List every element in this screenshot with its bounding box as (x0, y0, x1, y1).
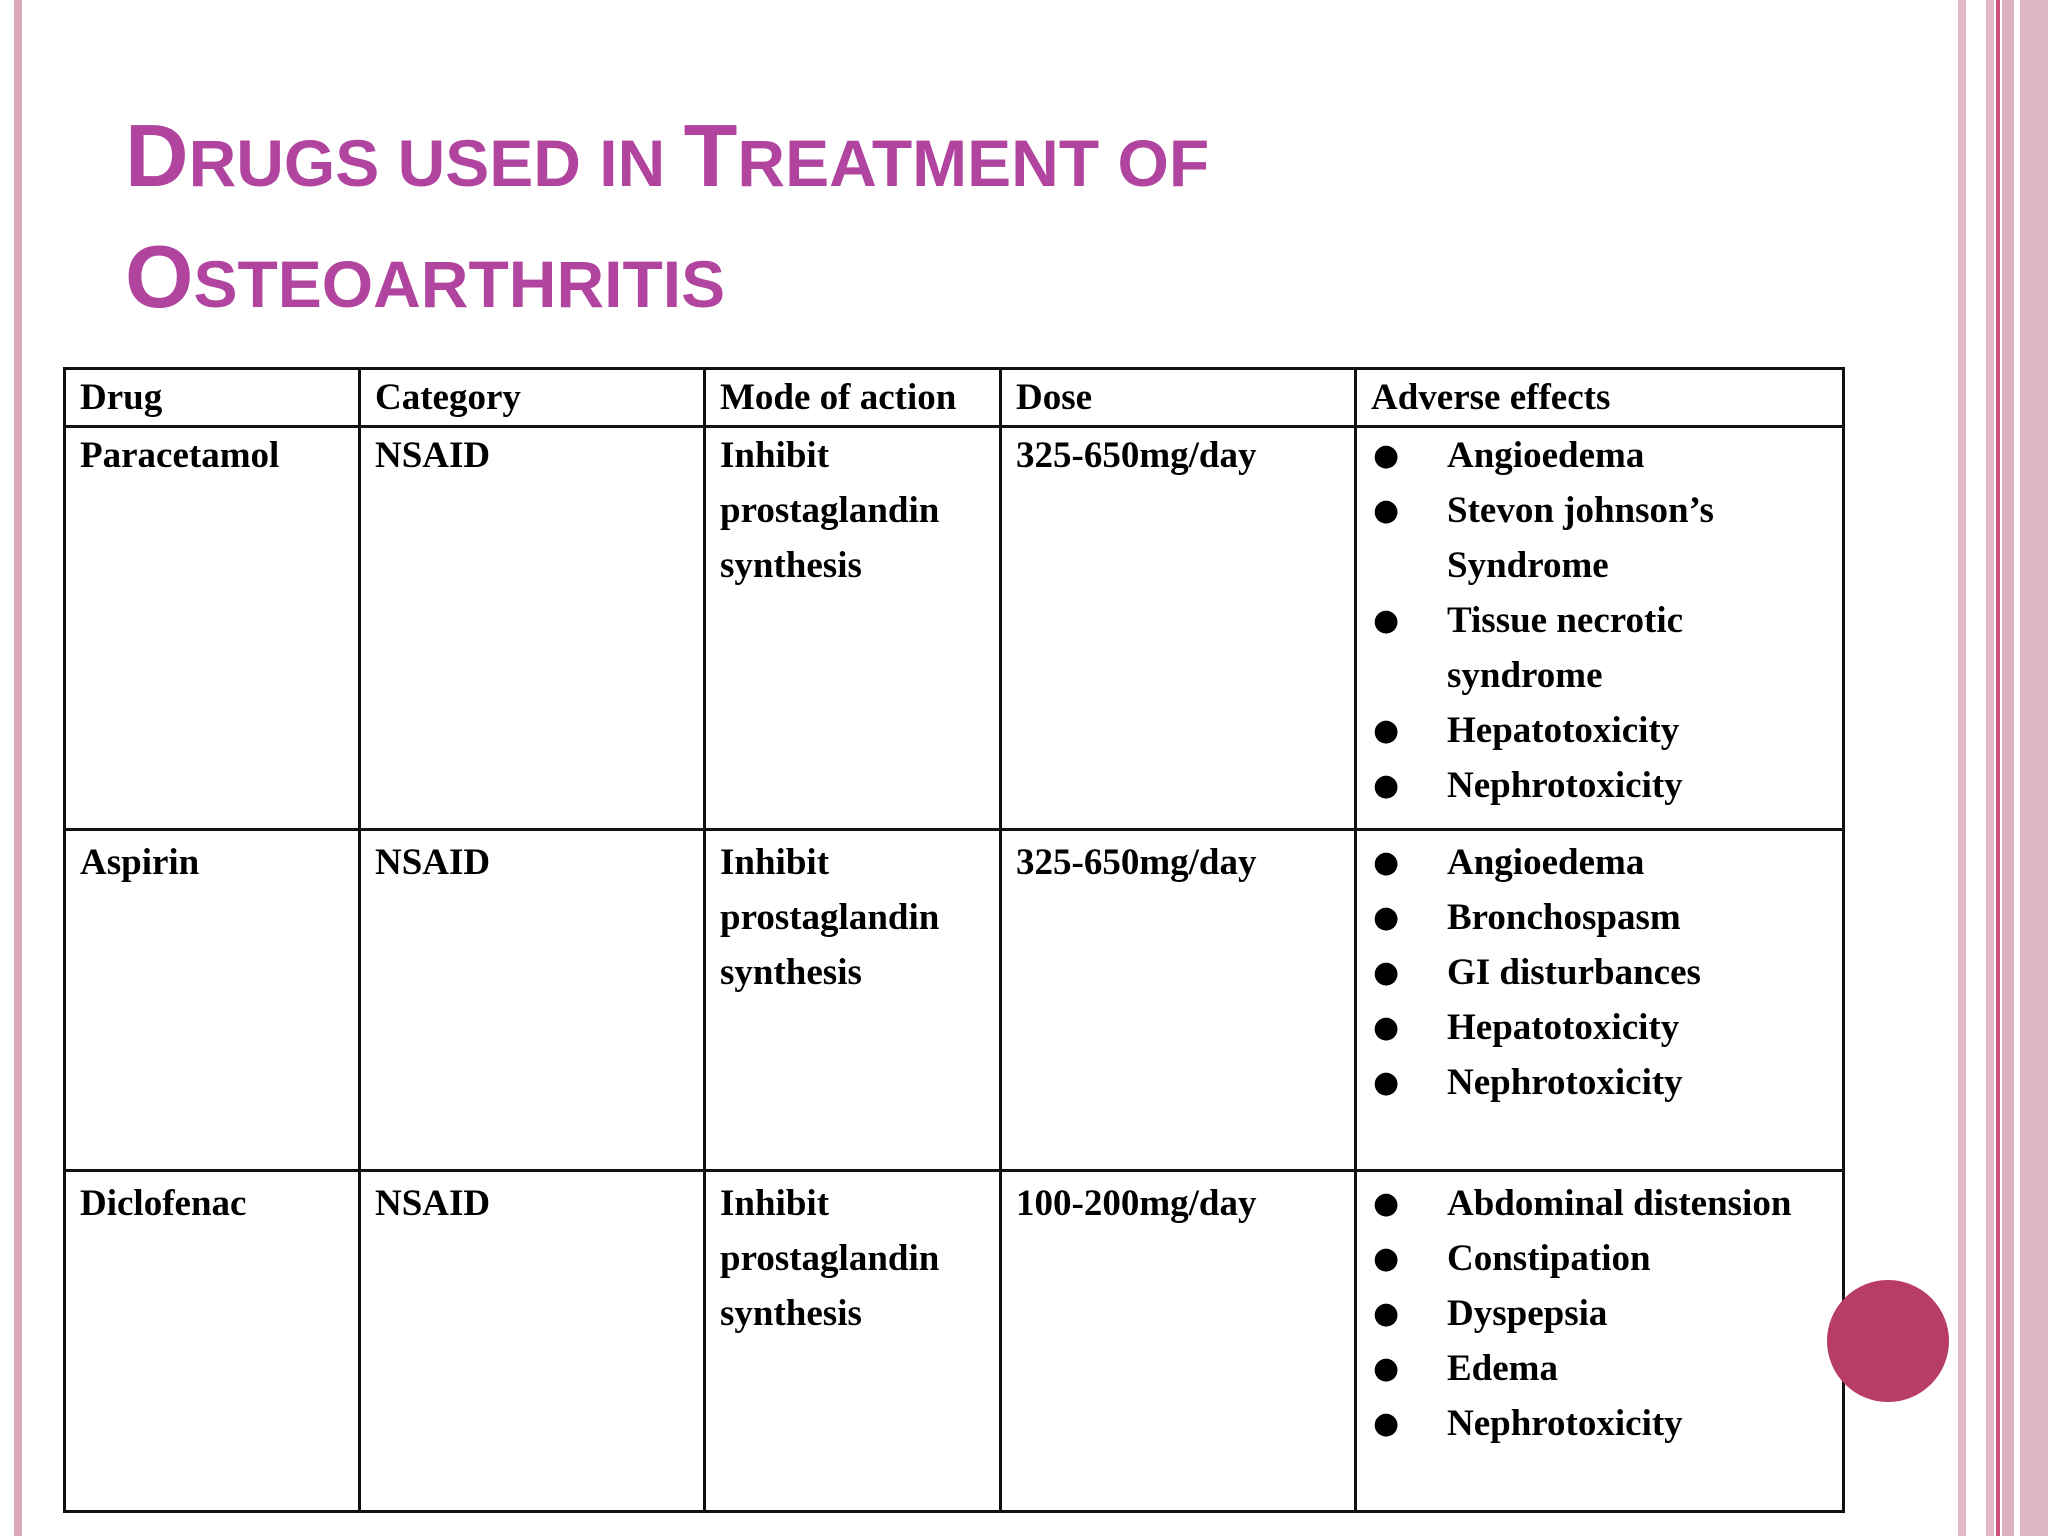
mode-line: prostaglandin (720, 1238, 940, 1279)
mode-line: Inhibit (720, 1183, 830, 1224)
bullet-icon: ● (1373, 438, 1400, 473)
adverse-effects-list (1371, 1176, 1828, 1451)
list-item (1371, 1286, 1828, 1341)
effect-text: Angioedema (1447, 435, 1645, 476)
title-part: O (125, 227, 194, 326)
list-item (1371, 1176, 1828, 1231)
right-stripe-5 (2020, 0, 2048, 1536)
right-stripe-2 (1986, 0, 1994, 1536)
effect-text: Hepatotoxicity (1447, 710, 1680, 751)
bullet-icon: ● (1373, 1296, 1400, 1331)
effect-text: Abdominal distension (1447, 1183, 1792, 1224)
effect-text: GI disturbances (1447, 952, 1701, 993)
left-border-stripe (14, 0, 22, 1536)
effect-text: Nephrotoxicity (1447, 1403, 1683, 1444)
effect-text: Hepatotoxicity (1447, 1007, 1680, 1048)
right-border-decoration (1958, 0, 2048, 1536)
bullet-icon: ● (1373, 1351, 1400, 1386)
drug-category: NSAID (360, 1171, 705, 1512)
header-mode-of-action: Mode of action (705, 369, 1001, 427)
mode-line: synthesis (720, 545, 862, 586)
header-adverse-effects: Adverse effects (1356, 369, 1844, 427)
list-item (1371, 428, 1828, 483)
mode-line: prostaglandin (720, 490, 940, 531)
effect-text: Angioedema (1447, 842, 1645, 883)
effect-text: Dyspepsia (1447, 1293, 1608, 1334)
mode-line: synthesis (720, 1293, 862, 1334)
adverse-effects-list (1371, 835, 1828, 1110)
list-item (1371, 1231, 1828, 1286)
drug-dose: 325-650mg/day (1001, 427, 1356, 830)
list-item (1371, 1396, 1828, 1451)
title-part: RUGS USED IN (188, 126, 684, 200)
bullet-icon: ● (1373, 955, 1400, 990)
title-part: REATMENT OF (737, 126, 1210, 200)
mode-line: prostaglandin (720, 897, 940, 938)
bullet-icon: ● (1373, 900, 1400, 935)
slide-title (125, 105, 1625, 347)
list-item (1371, 890, 1828, 945)
bullet-icon: ● (1373, 1065, 1400, 1100)
bullet-icon: ● (1373, 493, 1400, 528)
title-line-2 (125, 226, 1625, 347)
title-part: T (683, 106, 738, 205)
drug-name: Aspirin (65, 830, 360, 1171)
mode-line: synthesis (720, 952, 862, 993)
title-part: STEOARTHRITIS (193, 247, 726, 321)
table-header-row (65, 369, 1844, 427)
effect-text: Bronchospasm (1447, 897, 1681, 938)
mode-line: Inhibit (720, 435, 830, 476)
list-item (1371, 1341, 1828, 1396)
mode-line: Inhibit (720, 842, 830, 883)
effect-text: Nephrotoxicity (1447, 765, 1683, 806)
title-line-1 (125, 105, 1625, 226)
table-row (65, 427, 1844, 830)
table-row (65, 830, 1844, 1171)
list-item (1371, 1000, 1828, 1055)
adverse-effects (1356, 830, 1844, 1171)
effect-text: Tissue necrotic syndrome (1447, 600, 1684, 696)
header-category: Category (360, 369, 705, 427)
mode-of-action (705, 830, 1001, 1171)
drug-category: NSAID (360, 830, 705, 1171)
list-item (1371, 945, 1828, 1000)
bullet-icon: ● (1373, 845, 1400, 880)
adverse-effects (1356, 427, 1844, 830)
drug-name: Paracetamol (65, 427, 360, 830)
list-item (1371, 1055, 1828, 1110)
drug-table (63, 367, 1845, 1513)
title-part: D (125, 106, 189, 205)
right-stripe-4 (2002, 0, 2014, 1536)
list-item (1371, 593, 1828, 703)
list-item (1371, 835, 1828, 890)
drug-dose: 100-200mg/day (1001, 1171, 1356, 1512)
mode-of-action (705, 427, 1001, 830)
bullet-icon: ● (1373, 603, 1400, 638)
header-dose: Dose (1001, 369, 1356, 427)
bullet-icon: ● (1373, 1010, 1400, 1045)
drug-dose: 325-650mg/day (1001, 830, 1356, 1171)
effect-text: Constipation (1447, 1238, 1651, 1279)
effect-text: Edema (1447, 1348, 1558, 1389)
effect-text: Stevon johnson’s Syndrome (1447, 490, 1714, 586)
adverse-effects (1356, 1171, 1844, 1512)
bullet-icon: ● (1373, 1241, 1400, 1276)
mode-of-action (705, 1171, 1001, 1512)
list-item (1371, 758, 1828, 813)
decorative-circle (1827, 1280, 1949, 1402)
bullet-icon: ● (1373, 1186, 1400, 1221)
drug-name: Diclofenac (65, 1171, 360, 1512)
bullet-icon: ● (1373, 1406, 1400, 1441)
list-item (1371, 703, 1828, 758)
bullet-icon: ● (1373, 713, 1400, 748)
bullet-icon: ● (1373, 768, 1400, 803)
list-item (1371, 483, 1828, 593)
header-drug: Drug (65, 369, 360, 427)
adverse-effects-list (1371, 428, 1828, 813)
drug-category: NSAID (360, 427, 705, 830)
right-stripe-3 (1996, 0, 2000, 1536)
effect-text: Nephrotoxicity (1447, 1062, 1683, 1103)
right-stripe-1 (1958, 0, 1966, 1536)
table-row (65, 1171, 1844, 1512)
